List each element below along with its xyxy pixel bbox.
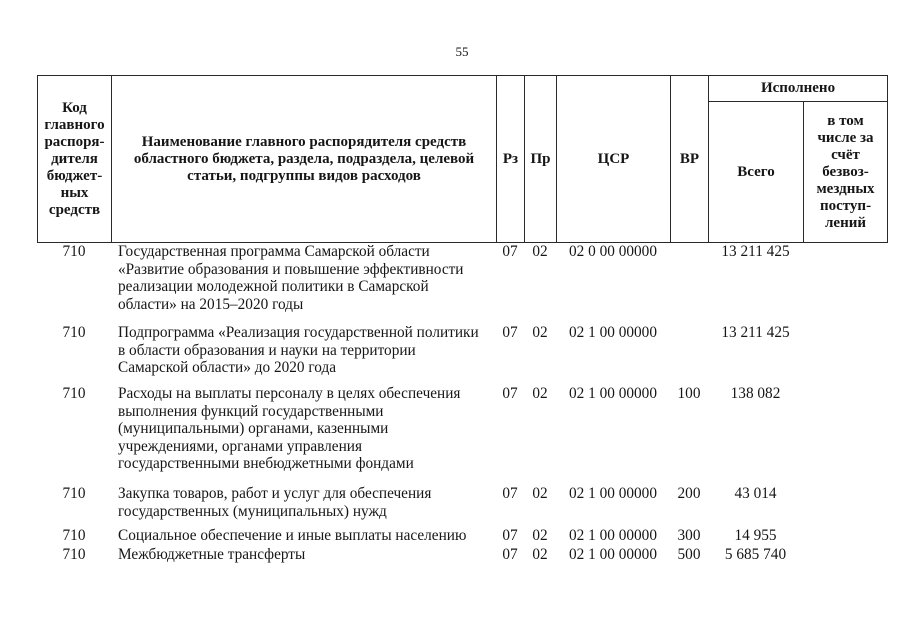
cell-pr: 02 — [532, 324, 548, 341]
table-row — [37, 243, 886, 313]
cell-code: 710 — [62, 324, 86, 341]
header-code: Код главного распоря- дителя бюджет- ных средств — [38, 76, 112, 243]
page-number: 55 — [455, 44, 469, 59]
cell-pr: 02 — [532, 485, 548, 502]
cell-vr: 500 — [677, 546, 701, 563]
cell-name: Государственная программа Самарской области «Развитие образования и повышение эффективности реализации молодежной политики в Самарской области» на 2015–2020 годы — [118, 243, 464, 313]
header-vr: ВР — [671, 76, 709, 243]
table-row — [37, 485, 886, 520]
cell-total: 5 685 740 — [724, 546, 787, 563]
cell-pr: 02 — [532, 527, 548, 544]
cell-total: 13 211 425 — [721, 243, 790, 260]
cell-total: 43 014 — [734, 485, 777, 502]
cell-rz: 07 — [502, 385, 518, 402]
header-rz: Рз — [497, 76, 525, 243]
cell-vr: 200 — [677, 485, 701, 502]
cell-csr: 02 1 00 00000 — [569, 385, 657, 402]
cell-total: 13 211 425 — [721, 324, 790, 341]
header-executed: Исполнено — [709, 76, 888, 102]
cell-csr: 02 1 00 00000 — [569, 324, 657, 341]
header-row-top — [38, 76, 888, 102]
header-total: Всего — [709, 102, 804, 243]
table-row — [37, 527, 886, 547]
table-row — [37, 385, 886, 472]
cell-csr: 02 1 00 00000 — [569, 485, 657, 502]
cell-rz: 07 — [502, 485, 518, 502]
table-row — [37, 546, 886, 566]
cell-pr: 02 — [532, 243, 548, 260]
cell-code: 710 — [62, 243, 86, 260]
cell-name: Расходы на выплаты персоналу в целях обеспечения выполнения функций государственными (муниципальными) органами, казенными учреждениями, органами управления государственными внебюджетными фондами — [118, 385, 461, 472]
cell-name: Подпрограмма «Реализация государственной политики в области образования и науки на территории Самарской области» до 2020 года — [118, 324, 479, 376]
cell-name: Закупка товаров, работ и услуг для обеспечения государственных (муниципальных) нужд — [118, 485, 432, 520]
cell-name: Социальное обеспечение и иные выплаты населению — [118, 527, 467, 544]
cell-csr: 02 1 00 00000 — [569, 546, 657, 563]
table-header — [37, 75, 888, 243]
cell-csr: 02 1 00 00000 — [569, 527, 657, 544]
header-pr: Пр — [525, 76, 557, 243]
cell-csr: 02 0 00 00000 — [569, 243, 657, 260]
cell-code: 710 — [62, 485, 86, 502]
cell-total: 138 082 — [730, 385, 781, 402]
cell-rz: 07 — [502, 324, 518, 341]
header-name: Наименование главного распорядителя средств областного бюджета, раздела, подраздела, целевой статьи, подгруппы видов расходов — [112, 76, 497, 243]
table-row — [37, 324, 886, 376]
cell-rz: 07 — [502, 527, 518, 544]
cell-vr: 300 — [677, 527, 701, 544]
cell-rz: 07 — [502, 243, 518, 260]
cell-pr: 02 — [532, 385, 548, 402]
cell-vr: 100 — [677, 385, 701, 402]
cell-code: 710 — [62, 546, 86, 563]
cell-total: 14 955 — [734, 527, 777, 544]
cell-rz: 07 — [502, 546, 518, 563]
cell-code: 710 — [62, 385, 86, 402]
cell-pr: 02 — [532, 546, 548, 563]
header-gratuitous: в том числе за счёт безвоз- мездных поступ- лений — [804, 102, 888, 243]
header-csr: ЦСР — [557, 76, 671, 243]
cell-name: Межбюджетные трансферты — [118, 546, 306, 563]
cell-code: 710 — [62, 527, 86, 544]
